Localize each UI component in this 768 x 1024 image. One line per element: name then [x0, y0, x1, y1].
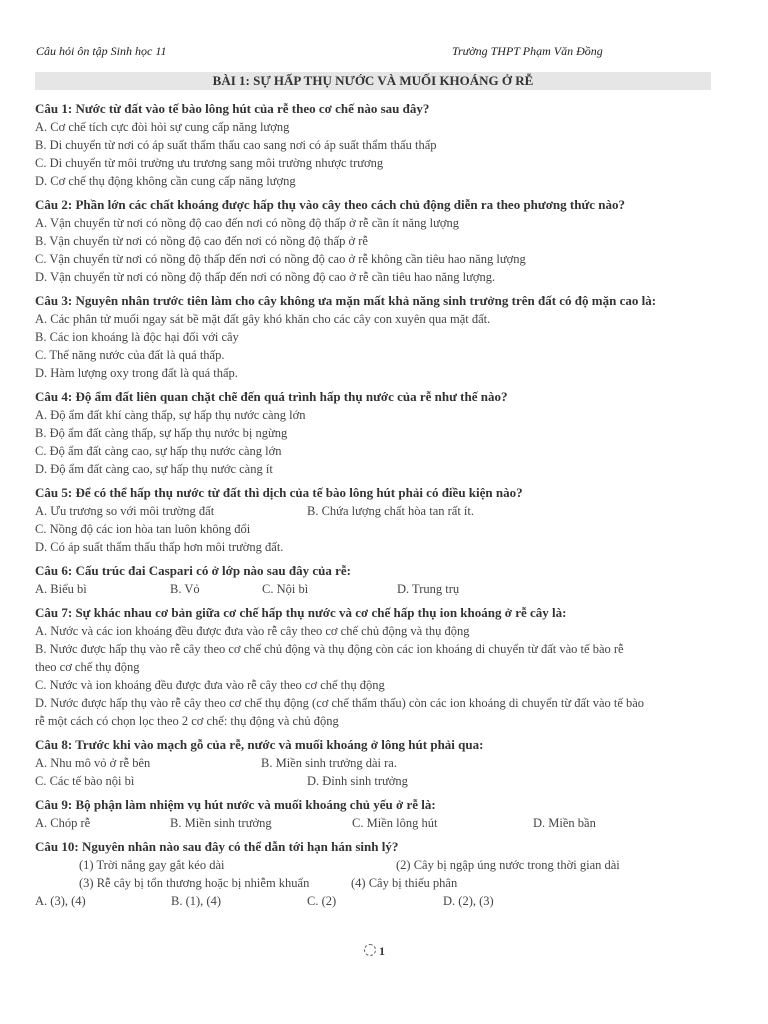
option-c: C. Thế năng nước của đất là quá thấp.	[35, 348, 225, 362]
header-subject: Câu hỏi ôn tập Sinh học 11	[36, 44, 167, 58]
question-2	[35, 196, 725, 286]
option-row	[35, 754, 725, 772]
option-b: B. (1), (4)	[171, 894, 221, 908]
option-d: D. Có áp suất thẩm thấu thấp hơn môi trường đất.	[35, 540, 284, 554]
option-a: A. Biểu bì	[35, 582, 87, 596]
question-3	[35, 292, 725, 382]
option-c: C. Vận chuyển từ nơi có nồng độ thấp đến nơi có nồng độ cao ở rễ không cần tiêu hao năng lượng	[35, 252, 526, 266]
question-1	[35, 100, 725, 190]
option-a: A. (3), (4)	[35, 894, 86, 908]
question-10	[35, 838, 725, 910]
option-d: D. Đỉnh sinh trưởng	[307, 774, 408, 788]
option-a: A. Vận chuyển từ nơi có nồng độ cao đến nơi có nồng độ thấp ở rễ cần ít năng lượng	[35, 216, 460, 230]
question-title: Câu 4: Độ ẩm đất liên quan chặt chẽ đến quá trình hấp thụ nước của rễ như thế nào?	[35, 389, 508, 404]
option-a: A. Ưu trương so với môi trường đất	[35, 504, 215, 518]
option-row	[35, 580, 725, 598]
option-a: A. Các phân tử muối ngay sát bề mặt đất gây khó khăn cho các cây con xuyên qua mặt đất.	[35, 312, 491, 326]
option-d: D. Vận chuyển từ nơi có nồng độ thấp đến nơi có nồng độ cao ở rễ cần tiêu hao năng lượng.	[35, 270, 496, 284]
option-a: A. Nước và các ion khoáng đều được đưa vào rễ cây theo cơ chế chủ động và thụ động	[35, 624, 470, 638]
question-9	[35, 796, 725, 832]
option-c: C. Nước và ion khoáng đều được đưa vào rễ cây theo cơ chế thụ động	[35, 678, 385, 692]
option-b: B. Nước được hấp thụ vào rễ cây theo cơ chế chủ động và thụ động còn các ion khoáng di chuyển từ đất vào tế bào rễ	[35, 642, 624, 656]
question-title: Câu 1: Nước từ đất vào tế bào lông hút của rễ theo cơ chế nào sau đây?	[35, 101, 430, 116]
question-title: Câu 3: Nguyên nhân trước tiên làm cho cây không ưa mặn mất khả năng sinh trưởng trên đất có độ mặn cao là:	[35, 293, 657, 308]
option-d: D. Trung trụ	[397, 582, 460, 596]
question-title: Câu 8: Trước khi vào mạch gỗ của rễ, nước và muối khoáng ở lông hút phải qua:	[35, 737, 484, 752]
question-title: Câu 6: Cấu trúc đai Caspari có ở lớp nào sau đây của rễ:	[35, 563, 351, 578]
question-title: Câu 9: Bộ phận làm nhiệm vụ hút nước và muối khoáng chủ yếu ở rễ là:	[35, 797, 436, 812]
statement-1: (1) Trời nắng gay gắt kéo dài	[79, 858, 225, 872]
option-b: B. Di chuyển từ nơi có áp suất thẩm thấu cao sang nơi có áp suất thẩm thấu thấp	[35, 138, 437, 152]
option-a: A. Chóp rễ	[35, 816, 91, 830]
option-a: A. Cơ chế tích cực đòi hỏi sự cung cấp năng lượng	[35, 120, 290, 134]
option-row	[35, 502, 725, 520]
question-title: Câu 10: Nguyên nhân nào sau đây có thể dẫn tới hạn hán sinh lý?	[35, 839, 399, 854]
option-c: C. Di chuyển từ môi trường ưu trương sang môi trường nhược trương	[35, 156, 384, 170]
question-title: Câu 5: Để có thể hấp thụ nước từ đất thì dịch của tế bào lông hút phải có điều kiện nào?	[35, 485, 523, 500]
option-d: D. Nước được hấp thụ vào rễ cây theo cơ chế thụ động (cơ chế thẩm thấu) còn các ion khoáng di chuyển từ đất vào tế bào	[35, 696, 645, 710]
statement-2: (2) Cây bị ngập úng nước trong thời gian dài	[396, 858, 620, 872]
page-number-text: 1	[379, 944, 385, 958]
header-school: Trường THPT Phạm Văn Đồng	[452, 44, 603, 58]
option-c: C. Nồng độ các ion hòa tan luôn không đổi	[35, 522, 251, 536]
option-b: B. Chứa lượng chất hòa tan rất ít.	[307, 504, 474, 518]
option-c: C. Nội bì	[262, 582, 309, 596]
option-d: D. Miền bần	[533, 816, 596, 830]
statement-row	[35, 874, 725, 892]
option-b: B. Vận chuyển từ nơi có nồng độ cao đến nơi có nồng độ thấp ở rễ	[35, 234, 368, 248]
question-6	[35, 562, 725, 598]
option-c: C. Miền lông hút	[352, 816, 438, 830]
question-7	[35, 604, 725, 730]
statement-4: (4) Cây bị thiếu phân	[351, 876, 458, 890]
lesson-title: BÀI 1: SỰ HẤP THỤ NƯỚC VÀ MUỐI KHOÁNG Ở RỄ	[35, 72, 711, 90]
question-5	[35, 484, 725, 556]
option-b: B. Miền sinh trưởng	[170, 816, 272, 830]
page-ornament-icon	[364, 944, 376, 956]
option-d: D. Hàm lượng oxy trong đất là quá thấp.	[35, 366, 238, 380]
question-title: Câu 7: Sự khác nhau cơ bản giữa cơ chế hấp thụ nước và cơ chế hấp thụ ion khoáng ở rễ cây là:	[35, 605, 567, 620]
statement-3: (3) Rễ cây bị tổn thương hoặc bị nhiễm khuẩn	[79, 876, 310, 890]
option-c: C. Các tế bào nội bì	[35, 774, 135, 788]
option-b: B. Các ion khoáng là độc hại đối với cây	[35, 330, 239, 344]
question-8	[35, 736, 725, 790]
option-d: D. Cơ chế thụ động không cần cung cấp năng lượng	[35, 174, 296, 188]
statement-row	[35, 856, 725, 874]
question-title: Câu 2: Phần lớn các chất khoáng được hấp thụ vào cây theo cách chủ động diễn ra theo phương thức nào?	[35, 197, 625, 212]
option-row	[35, 892, 725, 910]
option-c: C. Độ ẩm đất càng cao, sự hấp thụ nước càng lớn	[35, 444, 282, 458]
option-b: B. Vỏ	[170, 582, 200, 596]
question-list	[35, 100, 725, 916]
option-row	[35, 814, 725, 832]
page-number	[364, 944, 385, 959]
option-c: C. (2)	[307, 894, 337, 908]
question-4	[35, 388, 725, 478]
option-a: A. Độ ẩm đất khí càng thấp, sự hấp thụ nước càng lớn	[35, 408, 306, 422]
option-row	[35, 772, 725, 790]
option-d: D. Độ ẩm đất càng cao, sự hấp thụ nước càng ít	[35, 462, 273, 476]
option-d-continued: rễ một cách có chọn lọc theo 2 cơ chế: thụ động và chủ động	[35, 714, 339, 728]
option-b: B. Độ ẩm đất càng thấp, sự hấp thụ nước bị ngừng	[35, 426, 288, 440]
option-a: A. Nhu mô vỏ ở rễ bên	[35, 756, 151, 770]
option-b: B. Miền sinh trưởng dài ra.	[261, 756, 397, 770]
option-b-continued: theo cơ chế thụ động	[35, 660, 140, 674]
option-d: D. (2), (3)	[443, 894, 494, 908]
